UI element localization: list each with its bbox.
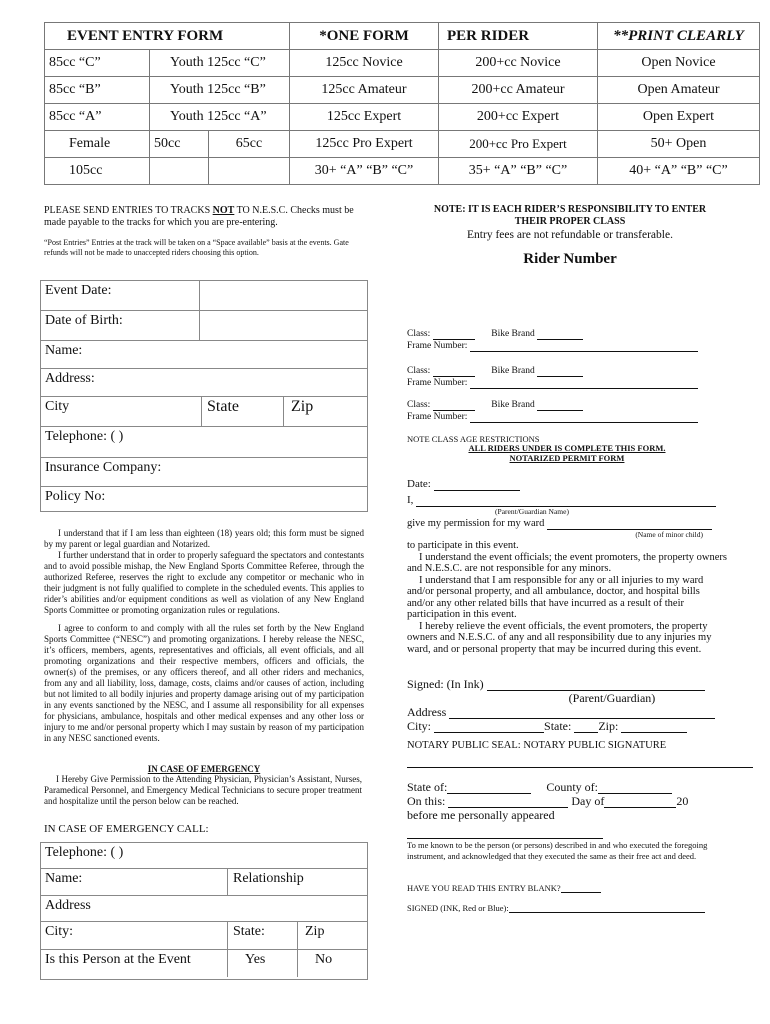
permit-i-label: I, bbox=[407, 494, 414, 506]
policy-label: Policy No: bbox=[45, 489, 106, 504]
on-this-row[interactable] bbox=[407, 794, 737, 808]
permit-form bbox=[407, 478, 727, 540]
permit-zip-label: Zip: bbox=[598, 719, 619, 733]
state-of-label: State of: bbox=[407, 780, 448, 794]
address-row[interactable] bbox=[41, 369, 367, 397]
class-cell[interactable]: 125cc Novice bbox=[290, 50, 439, 77]
class-cell[interactable]: Open Amateur bbox=[598, 77, 760, 104]
emergency-state-label: State: bbox=[233, 924, 265, 939]
class-cell[interactable]: 200+cc Expert bbox=[439, 104, 598, 131]
notary-block bbox=[407, 780, 737, 822]
class-row bbox=[45, 104, 760, 131]
read-entry-label: HAVE YOU READ THIS ENTRY BLANK? bbox=[407, 883, 561, 893]
send-entries-note bbox=[44, 205, 374, 229]
minor-caption: (Name of minor child) bbox=[635, 530, 703, 539]
class-cell[interactable]: 40+ “A” “B” “C” bbox=[598, 158, 760, 185]
emergency-city-label: City: bbox=[45, 924, 74, 939]
address-label: Address: bbox=[45, 371, 95, 386]
read-entry-row[interactable] bbox=[407, 883, 601, 893]
send-entries-text: PLEASE SEND ENTRIES TO TRACKS bbox=[44, 205, 213, 216]
print-clearly-label: **PRINT CLEARLY bbox=[598, 23, 760, 50]
at-event-label: Is this Person at the Event bbox=[45, 952, 191, 967]
class-cell[interactable]: 85cc “B” bbox=[45, 77, 150, 104]
frame-number-label: Frame Number: bbox=[407, 341, 468, 351]
signed-row[interactable] bbox=[407, 677, 737, 691]
divider bbox=[297, 950, 298, 977]
permit-address-label: Address bbox=[407, 705, 447, 719]
insurance-label: Insurance Company: bbox=[45, 460, 162, 475]
permit-state-label: State: bbox=[544, 719, 572, 733]
telephone-label: Telephone: ( ) bbox=[45, 429, 124, 444]
signed-ink-row[interactable] bbox=[407, 903, 705, 913]
emergency-telephone-row[interactable] bbox=[41, 843, 367, 869]
fees-note: Entry fees are not refundable or transferable. bbox=[467, 229, 673, 241]
signed-label: Signed: (In Ink) bbox=[407, 677, 484, 691]
participate-text: to participate in this event. bbox=[407, 540, 519, 551]
city-label: City bbox=[45, 399, 70, 414]
class-cell[interactable]: 125cc Amateur bbox=[290, 77, 439, 104]
class-cell[interactable]: Open Novice bbox=[598, 50, 760, 77]
notary-label: NOTARY PUBLIC SEAL: NOTARY PUBLIC SIGNATURE bbox=[407, 740, 667, 751]
city-row[interactable] bbox=[41, 397, 367, 427]
state-county-row[interactable] bbox=[407, 780, 737, 794]
event-date-row[interactable] bbox=[41, 281, 367, 311]
bike-brand-label: Bike Brand bbox=[491, 329, 535, 339]
class-cell[interactable]: 50cc bbox=[150, 131, 209, 158]
class-cell[interactable]: 30+ “A” “B” “C” bbox=[290, 158, 439, 185]
class-cell[interactable]: Youth 125cc “A” bbox=[150, 104, 290, 131]
event-date-label: Event Date: bbox=[45, 283, 112, 298]
divider bbox=[227, 950, 228, 977]
name-row[interactable] bbox=[41, 340, 367, 369]
divider bbox=[199, 311, 200, 340]
release-paragraph-3: I agree to conform to and comply with all the rules set forth by the New England Sports Committee (“NESC”) and promoting organizations. I hereby release the NESC, it’s officers, members, agents, representatives and officials, all event officials, and all promoting organizations and their respective members, officers and officials, the owner(s) of the premises, or any officers thereof, and all other riders and mechanics, from any and all liability, loss, damage, costs, claims and/or causes of action, including but not limited to all bodily injuries and property damage arising out of my participation in any events sanctioned by the NESC, and I assume all responsibility for all expenses for physicians, ambulance, hospitals and other medical expenses and any other loss or injury to me and/or personal property which I may sustain by reason of my participation in any NESC sanctioned events. bbox=[44, 623, 364, 743]
bike-entry-3[interactable] bbox=[407, 399, 727, 423]
permit-signature bbox=[407, 677, 737, 733]
bike-entry-2[interactable] bbox=[407, 365, 727, 389]
class-cell[interactable]: Youth 125cc “B” bbox=[150, 77, 290, 104]
emergency-city-row[interactable] bbox=[41, 922, 367, 950]
responsibility-note: NOTE: IT IS EACH RIDER’S RESPONSIBILITY TO ENTER THEIR PROPER CLASS bbox=[433, 204, 707, 227]
dob-row[interactable] bbox=[41, 311, 367, 340]
state-label: State bbox=[207, 398, 239, 415]
at-event-row bbox=[41, 950, 367, 977]
divider bbox=[297, 922, 298, 949]
class-header-row bbox=[45, 23, 760, 50]
emergency-address-label: Address bbox=[45, 898, 91, 913]
permit-paragraph-1: I understand the event officials; the event promoters, the property owners and N.E.S.C. are not responsible for any minors. bbox=[407, 551, 728, 574]
insurance-row[interactable] bbox=[41, 458, 367, 487]
release-paragraph-2: I further understand that in order to properly safeguard the spectators and contestants and to avoid possible mishap, the New England Sports Committee Referee, through the authorized Referee, reserves the right to exclude any competitor or mechanic who in their judgment is not fully qualified to complete in the scheduled events. This applies to rider’s abilities and/or equipment conditions as well as violation of any New England Sports Committee or promoting organization rules or regulations. bbox=[44, 550, 364, 615]
divider bbox=[227, 869, 228, 895]
release-paragraph-1: I understand that if I am less than eighteen (18) years old; this form must be signed by my parent or legal guardian and Notarized. bbox=[44, 528, 364, 549]
before-me-text: before me personally appeared bbox=[407, 808, 555, 822]
class-cell[interactable]: Female bbox=[45, 131, 150, 158]
class-cell[interactable]: 35+ “A” “B” “C” bbox=[439, 158, 598, 185]
telephone-row[interactable] bbox=[41, 427, 367, 458]
age-note: NOTE CLASS AGE RESTRICTIONS bbox=[407, 434, 540, 444]
bike-brand-label: Bike Brand bbox=[491, 366, 535, 376]
emergency-telephone-label: Telephone: ( ) bbox=[45, 845, 124, 860]
class-cell[interactable]: 200+cc Novice bbox=[439, 50, 598, 77]
permit-give-label: give my permission for my ward bbox=[407, 518, 545, 529]
emergency-text: I Hereby Give Permission to the Attending Physician, Physician’s Assistant, Nurses, Paramedical Personnel, and Emergency Medical Technicians to secure proper treatment and hospitalize until the person below can be reached. bbox=[44, 774, 362, 806]
bike-entry-1[interactable] bbox=[407, 328, 727, 352]
divider bbox=[227, 922, 228, 949]
class-row bbox=[45, 50, 760, 77]
parent-caption: (Parent/Guardian Name) bbox=[495, 507, 569, 516]
class-cell[interactable]: 200+cc Amateur bbox=[439, 77, 598, 104]
permit-city-label: City: bbox=[407, 719, 432, 733]
class-row bbox=[45, 131, 760, 158]
divider bbox=[283, 397, 284, 426]
class-row bbox=[45, 77, 760, 104]
at-event-yes[interactable]: Yes bbox=[245, 952, 266, 967]
post-entries-note: “Post Entries” Entries at the track will be taken on a “Space available” basis at the events. Gate refunds will not be made to unaccepted riders choosing this option. bbox=[44, 238, 349, 257]
year-prefix: 20 bbox=[676, 794, 689, 808]
send-entries-text-2: TO N.E.S.C. Checks must be made payable to the tracks for which you are pre-entering. bbox=[44, 205, 354, 228]
parent-guardian-caption: (Parent/Guardian) bbox=[568, 691, 656, 705]
dob-label: Date of Birth: bbox=[45, 313, 123, 328]
class-cell[interactable]: 200+cc Pro Expert bbox=[439, 131, 598, 158]
bike-brand-label: Bike Brand bbox=[491, 400, 535, 410]
per-rider-label: PER RIDER bbox=[439, 23, 598, 50]
class-row bbox=[45, 158, 760, 185]
frame-number-label: Frame Number: bbox=[407, 412, 468, 422]
permit-address-row[interactable] bbox=[407, 705, 737, 719]
emergency-heading: IN CASE OF EMERGENCY bbox=[147, 764, 261, 774]
permit-terms bbox=[407, 540, 729, 655]
class-cell[interactable]: 125cc Pro Expert bbox=[290, 131, 439, 158]
class-cell[interactable]: 85cc “C” bbox=[45, 50, 150, 77]
known-text: To me known to be the person (or persons) described in and who executed the foregoing instrument, and acknowledged that they executed the same as their free act and deed. bbox=[407, 840, 708, 861]
emergency-address-row[interactable] bbox=[41, 896, 367, 922]
class-label: Class: bbox=[407, 366, 431, 376]
class-cell[interactable]: Youth 125cc “C” bbox=[150, 50, 290, 77]
appeared-line[interactable] bbox=[407, 838, 603, 839]
relationship-label: Relationship bbox=[233, 871, 304, 886]
rider-info-box bbox=[40, 280, 368, 512]
class-cell[interactable]: 125cc Expert bbox=[290, 104, 439, 131]
at-event-no[interactable]: No bbox=[315, 952, 333, 967]
signed-ink-label: SIGNED (INK, Red or Blue): bbox=[407, 903, 509, 913]
form-title: EVENT ENTRY FORM bbox=[45, 23, 290, 50]
class-label: Class: bbox=[407, 400, 431, 410]
emergency-name-row[interactable] bbox=[41, 869, 367, 896]
emergency-zip-label: Zip bbox=[305, 924, 325, 939]
permit-paragraph-3: I hereby relieve the event officials, the event promoters, the property owners and N.E.S.C. of any and all responsibility due to any injuries my ward, and or personal property that may be incurred during this event. bbox=[407, 620, 712, 655]
not-emphasis: NOT bbox=[212, 205, 235, 216]
notary-signature-line[interactable] bbox=[407, 767, 753, 768]
permit-city-row[interactable] bbox=[407, 719, 737, 733]
policy-row[interactable] bbox=[41, 487, 367, 511]
class-cell[interactable]: 50+ Open bbox=[598, 131, 760, 158]
permit-date-row[interactable] bbox=[407, 478, 727, 491]
class-cell bbox=[150, 158, 209, 185]
divider bbox=[201, 397, 202, 426]
class-cell[interactable]: 105cc bbox=[45, 158, 150, 185]
emergency-call-label: IN CASE OF EMERGENCY CALL: bbox=[44, 823, 209, 835]
class-cell[interactable]: Open Expert bbox=[598, 104, 760, 131]
notarized-permit-heading: NOTARIZED PERMIT FORM bbox=[509, 453, 625, 463]
class-table bbox=[44, 22, 760, 185]
name-label: Name: bbox=[45, 343, 83, 358]
one-form-label: *ONE FORM bbox=[290, 23, 439, 50]
class-cell bbox=[209, 158, 290, 185]
class-cell[interactable]: 85cc “A” bbox=[45, 104, 150, 131]
minors-note: ALL RIDERS UNDER IS COMPLETE THIS FORM. bbox=[468, 443, 666, 453]
release-terms bbox=[44, 528, 364, 744]
permit-guardian-row[interactable] bbox=[407, 494, 727, 507]
on-this-label: On this: bbox=[407, 794, 446, 808]
class-cell[interactable]: 65cc bbox=[209, 131, 290, 158]
rider-number-label: Rider Number bbox=[523, 251, 617, 267]
emergency-name-label: Name: bbox=[45, 871, 83, 886]
county-of-label: County of: bbox=[546, 780, 598, 794]
permit-ward-row[interactable] bbox=[407, 517, 727, 530]
class-label: Class: bbox=[407, 329, 431, 339]
frame-number-label: Frame Number: bbox=[407, 378, 468, 388]
divider bbox=[199, 281, 200, 310]
emergency-contact-box bbox=[40, 842, 368, 980]
permit-date-label: Date: bbox=[407, 478, 431, 490]
permit-paragraph-2: I understand that I am responsible for any or all injuries to my ward and/or personal property, and all ambulance, doctor, and hospital bills and/or any other related bills that have incurred as a result of their participation in this event. bbox=[407, 574, 704, 620]
zip-label: Zip bbox=[291, 398, 314, 415]
day-of-label: Day of bbox=[571, 794, 605, 808]
